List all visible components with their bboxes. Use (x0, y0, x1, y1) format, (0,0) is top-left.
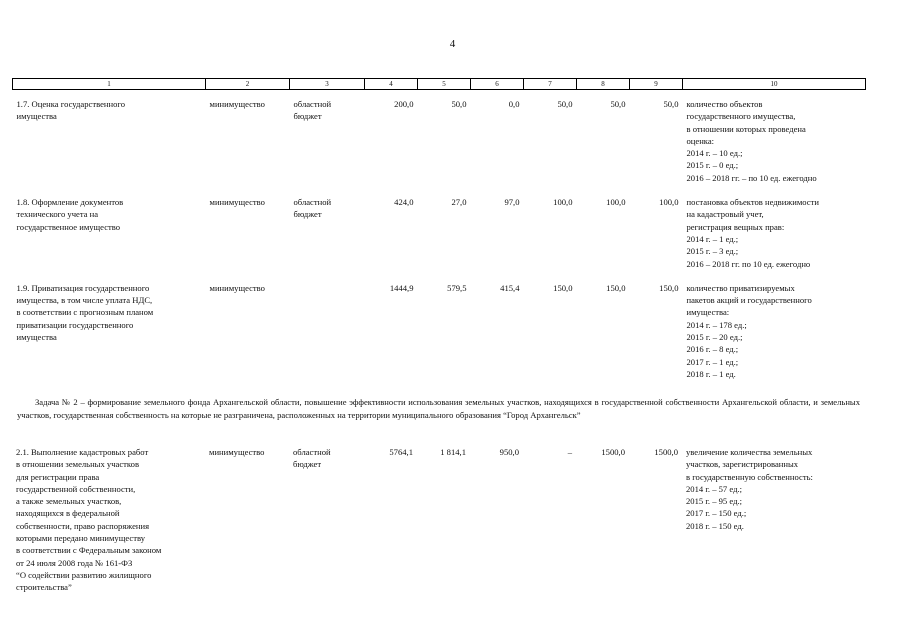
cell-line: 2017 г. – 1 ед.; (686, 356, 739, 367)
cell-line: постановка объектов недвижимости (686, 197, 819, 208)
cell-line: приватизации государственного (16, 319, 134, 330)
cell-line: бюджет (293, 209, 322, 220)
cell-line: от 24 июля 2008 года № 161-ФЗ (16, 557, 133, 568)
row-spacer (13, 184, 866, 196)
funding-value: 579,5 (447, 282, 467, 293)
cell-line: увеличение количества земельных (686, 447, 813, 457)
cell-line: количество приватизируемых (686, 282, 795, 293)
cell-line: 1.7. Оценка государственного (16, 99, 126, 109)
cell-line: государственной собственности, (16, 483, 136, 494)
activity-name (13, 282, 206, 380)
funding-value: 1500,0 (654, 447, 678, 457)
cell-line: в государственную собственность: (686, 471, 813, 482)
cell-line: 2014 г. – 178 ед.; (686, 319, 747, 330)
funding-value: 50,0 (451, 99, 467, 109)
column-number: 1 (13, 79, 206, 90)
cell-line: технического учета на (16, 209, 99, 220)
cell-line: имущества: (686, 307, 730, 318)
cell-line: 2015 г. – 0 ед.; (686, 160, 739, 171)
cell-line: регистрация вещных прав: (686, 221, 785, 232)
cell-line: имущества (16, 111, 57, 122)
column-number: 9 (630, 79, 683, 90)
cell-line: которыми передано минимуществу (16, 533, 146, 544)
cell-line: государственное имущество (16, 221, 121, 232)
cell-line: а также земельных участков, (16, 496, 122, 507)
funding-source (290, 90, 365, 185)
funding-value: 200,0 (394, 99, 414, 109)
cell-line: 2016 – 2018 гг. по 10 ед. ежегодно (686, 258, 811, 269)
funding-value: 50,0 (610, 99, 626, 109)
column-number-row (13, 79, 866, 90)
funding-source (289, 446, 364, 594)
column-number: 4 (365, 79, 418, 90)
cell-line: 2014 г. – 57 ед.; (686, 483, 742, 494)
funding-value: 97,0 (504, 197, 520, 208)
funding-value: 424,0 (394, 197, 414, 208)
cell-line: 2015 г. – 3 ед.; (686, 246, 739, 257)
cell-line: областной (293, 447, 331, 457)
funding-value: 150,0 (659, 282, 679, 293)
program-table-continued (12, 446, 865, 594)
spacer-cell (13, 184, 866, 196)
cell-line: 2015 г. – 95 ед.; (686, 496, 742, 507)
table-row (13, 90, 866, 185)
task-2-heading (17, 396, 860, 421)
funding-value: 50,0 (663, 99, 679, 109)
funding-value: 1444,9 (389, 282, 414, 293)
activity-name (13, 196, 206, 270)
funding-value: 100,0 (553, 197, 573, 208)
page-number: 4 (449, 38, 456, 50)
cell-line: собственности, право распоряжения (16, 520, 150, 531)
executor: минимущество (209, 197, 265, 208)
cell-line: 2016 г. – 8 ед.; (686, 344, 739, 355)
table-row (12, 446, 865, 594)
funding-source (290, 282, 365, 380)
cell-line: 2014 г. – 1 ед.; (686, 233, 739, 244)
activity-name (13, 90, 206, 185)
column-number: 7 (524, 79, 577, 90)
funding-value: 150,0 (553, 282, 573, 293)
cell-line: областной (293, 99, 332, 109)
cell-line: 1.9. Приватизация государственного (16, 282, 150, 293)
cell-line: 2015 г. – 20 ед.; (686, 332, 743, 343)
column-number: 10 (683, 79, 866, 90)
activity-name (12, 446, 205, 594)
cell-line: в отношении земельных участков (16, 459, 140, 470)
funding-value: 100,0 (659, 197, 679, 208)
executor: минимущество (209, 447, 265, 457)
cell-line: “О содействии развитию жилищного (16, 569, 152, 580)
column-number: 5 (418, 79, 471, 90)
funding-value: 415,4 (500, 282, 520, 293)
table-row (13, 196, 866, 270)
funding-value: 50,0 (557, 99, 573, 109)
funding-value: 27,0 (451, 197, 467, 208)
funding-value: 1500,0 (601, 447, 625, 457)
funding-value: 1 814,1 (440, 447, 466, 457)
cell-line: для регистрации права (16, 471, 100, 482)
cell-line: областной (293, 197, 332, 208)
cell-line: 2018 г. – 150 ед. (686, 520, 744, 531)
funding-value: 950,0 (499, 447, 519, 457)
row-spacer (13, 270, 866, 282)
expected-result (683, 196, 866, 270)
cell-line: имущества, в том числе уплата НДС, (16, 295, 153, 306)
column-number: 8 (577, 79, 630, 90)
column-number: 6 (471, 79, 524, 90)
funding-value: 100,0 (606, 197, 626, 208)
cell-line: имущества (16, 332, 57, 343)
column-number: 2 (206, 79, 290, 90)
cell-line: 2018 г. – 1 ед. (686, 368, 736, 379)
cell-line: 2.1. Выполнение кадастровых работ (16, 447, 149, 457)
spacer-cell (13, 270, 866, 282)
cell-line: в отношении которых проведена (686, 123, 806, 134)
cell-line: 1.8. Оформление документов (16, 197, 124, 208)
funding-value: 5764,1 (389, 447, 413, 457)
expected-result (682, 446, 865, 594)
column-number: 3 (290, 79, 365, 90)
cell-line: 2016 – 2018 гг. – по 10 ед. ежегодно (686, 172, 817, 183)
funding-value: – (567, 447, 572, 457)
cell-line: бюджет (293, 459, 322, 470)
task-2-text: Задача № 2 – формирование земельного фонда Архангельской области, повышение эффективности использования земельных участков, находящихся в государственной собственности Архангельской области, и земельных участков, государственная собственность на которые не разграничена, расположенных на территории муниципального образования “Город Архангельск” (17, 397, 860, 420)
cell-line: находящихся в федеральной (16, 508, 120, 519)
cell-line: оценка: (686, 135, 715, 146)
cell-line: 2014 г. – 10 ед.; (686, 148, 743, 159)
cell-line: бюджет (293, 111, 322, 122)
program-table (12, 78, 866, 380)
cell-line: на кадастровый учет, (686, 209, 764, 220)
funding-value: 150,0 (606, 282, 626, 293)
expected-result (683, 282, 866, 380)
executor: минимущество (209, 282, 265, 293)
cell-line: участков, зарегистрированных (686, 459, 799, 470)
funding-value: 0,0 (508, 99, 520, 109)
cell-line: государственного имущества, (686, 111, 796, 122)
cell-line: в соответствии с прогнозным планом (16, 307, 154, 318)
cell-line: 2017 г. – 150 ед.; (686, 508, 747, 519)
cell-line: строительства” (16, 582, 72, 593)
cell-line: пакетов акций и государственного (686, 295, 812, 306)
cell-line: количество объектов (686, 99, 763, 109)
expected-result (683, 90, 866, 185)
funding-source (290, 196, 365, 270)
cell-line: в соответствии с Федеральным законом (16, 545, 162, 556)
executor: минимущество (209, 99, 265, 109)
table-row (13, 282, 866, 380)
